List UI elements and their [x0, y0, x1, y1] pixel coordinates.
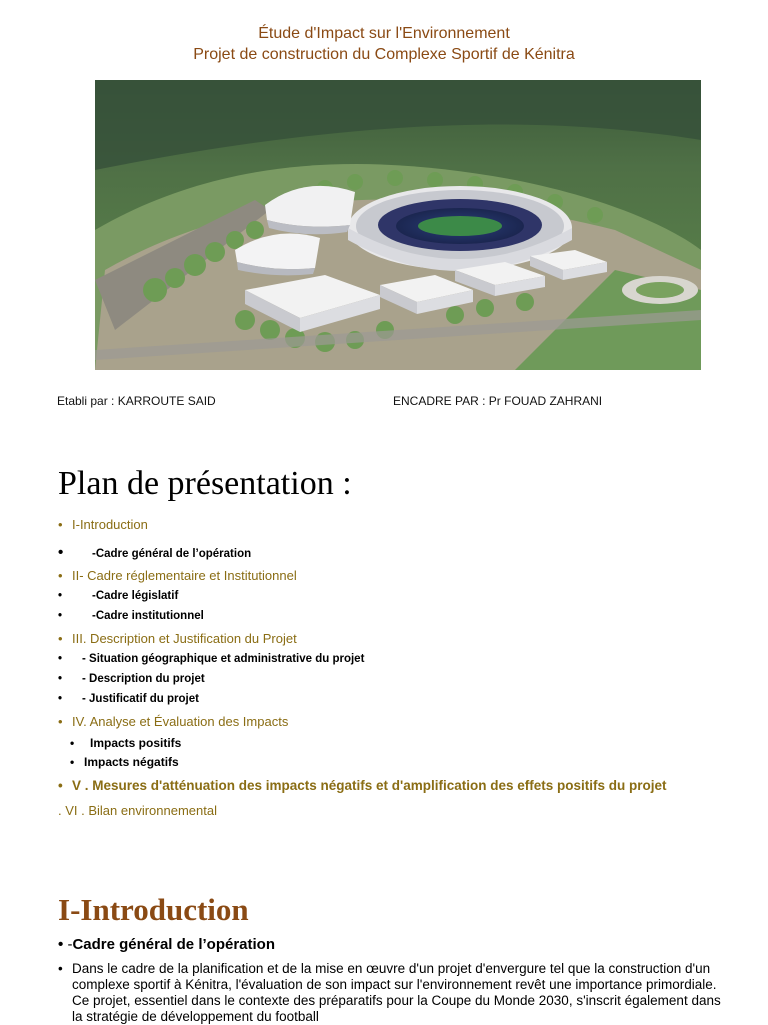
supervisor-credit: ENCADRE PAR : Pr FOUAD ZAHRANI [393, 394, 603, 408]
toc-item-label: - Justificatif du projet [82, 693, 199, 705]
toc-item [58, 653, 364, 665]
toc-item [58, 673, 205, 685]
bullet: • [58, 778, 63, 793]
document-title-line-1: Étude d'Impact sur l'Environnement [258, 25, 510, 42]
toc-item [58, 610, 204, 622]
toc-item [58, 693, 199, 705]
toc-item [58, 568, 297, 583]
toc-item [58, 714, 288, 729]
toc-item-label: . VI . Bilan environnemental [58, 803, 217, 818]
toc-item [58, 778, 667, 793]
toc-item [70, 736, 181, 750]
toc-item [58, 590, 178, 602]
toc-item-label: Impacts négatifs [84, 755, 179, 769]
bullet: • [58, 673, 63, 685]
toc-item-label: V . Mesures d'atténuation des impacts négatifs et d'amplification des effets positifs du projet [72, 778, 667, 793]
intro-paragraph [58, 961, 722, 1025]
bullet: • [58, 693, 63, 705]
plan-title: Plan de présentation : [58, 465, 352, 502]
subtitle-prefix: - [67, 936, 73, 953]
toc-item-label: -Cadre général de l’opération [92, 548, 252, 560]
bullet: • [58, 517, 63, 532]
bullet: • [58, 590, 63, 602]
bullet: • [58, 653, 63, 665]
toc-item-label: II- Cadre réglementaire et Institutionnel [72, 568, 297, 583]
toc-item-label: - Situation géographique et administrative du projet [82, 653, 365, 665]
bullet: • [70, 736, 75, 750]
toc-item [58, 517, 148, 532]
bullet: • [58, 936, 64, 953]
section-title: I-Introduction [58, 892, 249, 927]
toc-item-label: -Cadre institutionnel [92, 610, 204, 622]
stadium-rendering-image [95, 80, 701, 370]
toc-item-label: III. Description et Justification du Projet [72, 631, 297, 646]
paragraph-text: Dans le cadre de la planification et de la mise en œuvre d'un projet d'envergure tel que la construction d'un complexe sportif à Kénitra, l'évaluation de son impact sur l'environnement revêt une importance primordiale. Ce projet, essentiel dans le contexte des préparatifs pour la Coupe du Monde 2030, s'inscrit également dans la stratégie de développement du football [72, 961, 721, 1024]
toc-item-label: I-Introduction [72, 517, 148, 532]
toc-item-label: -Cadre législatif [92, 590, 179, 602]
toc-item-label: IV. Analyse et Évaluation des Impacts [72, 714, 289, 729]
bullet: • [58, 714, 63, 729]
bullet: • [58, 544, 64, 561]
author-credit: Etabli par : KARROUTE SAID [57, 394, 216, 408]
document-title-line-2: Projet de construction du Complexe Sportif de Kénitra [193, 46, 575, 63]
bullet: • [58, 568, 63, 583]
toc-item [70, 755, 179, 769]
toc-item-label: Impacts positifs [90, 736, 182, 750]
bullet: • [58, 610, 63, 622]
toc-item [58, 631, 297, 646]
toc-item [58, 544, 251, 561]
subtitle-text: Cadre général de l’opération [72, 936, 275, 953]
section-subtitle [58, 936, 275, 953]
toc-item [58, 803, 217, 818]
bullet: • [58, 631, 63, 646]
bullet: • [58, 961, 63, 976]
bullet: • [70, 755, 75, 769]
toc-item-label: - Description du projet [82, 673, 205, 685]
